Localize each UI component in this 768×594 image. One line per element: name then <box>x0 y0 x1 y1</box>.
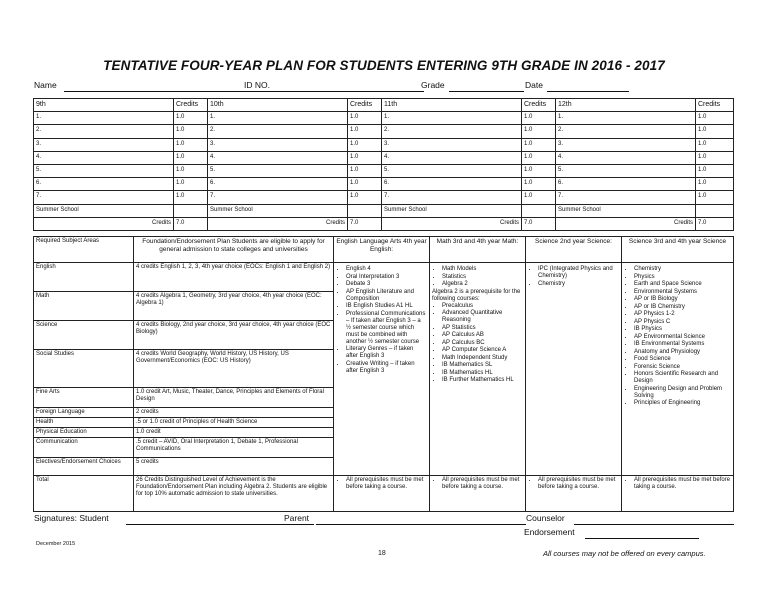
plan-requirement: 5 credits <box>134 458 334 476</box>
course-item: • IPC (Integrated Physics and Chemistry) <box>538 266 619 280</box>
subject-area: Electives/Endorsement Choices <box>34 458 134 476</box>
math-courses <box>430 263 526 476</box>
course-slot[interactable]: 5. <box>382 164 522 177</box>
prereq-note: • All prerequisites must be met before taking a course. <box>346 477 427 491</box>
course-item: • Math Independent Study <box>442 355 523 362</box>
course-item: • IB Further Mathematics HL <box>442 377 523 384</box>
credits-header: Credits <box>696 99 734 112</box>
credit-value: 1.0 <box>696 178 734 191</box>
credit-value: 1.0 <box>174 178 208 191</box>
course-item: • Literary Genres – if taken after English 3 <box>346 346 427 360</box>
plan-requirement: 26 Credits Distinguished Level of Achievement is the Foundation/Endorsement Plan including Algebra 2. Students are eligible for top 10% automatic admission to state universities. <box>134 476 334 512</box>
credit-value: 1.0 <box>348 164 382 177</box>
course-item: • Creative Writing – if taken after English 3 <box>346 361 427 375</box>
credit-value: 1.0 <box>522 164 556 177</box>
ela-header: English Language Arts 4th year English: <box>334 237 430 263</box>
summer-school-slot[interactable]: Summer School <box>382 204 522 217</box>
credit-value: 1.0 <box>174 125 208 138</box>
subject-area: Science <box>34 321 134 350</box>
course-slot[interactable]: 3. <box>208 138 348 151</box>
plan-course-row <box>34 164 734 177</box>
endorsement-field[interactable] <box>585 538 699 539</box>
course-slot[interactable]: 2. <box>34 125 174 138</box>
subject-area: Foreign Language <box>34 408 134 418</box>
science-2nd-courses <box>526 263 622 476</box>
credit-value: 1.0 <box>348 151 382 164</box>
course-item: • Principles of Engineering <box>634 400 731 407</box>
course-slot[interactable]: 3. <box>556 138 696 151</box>
course-item: • IB English Studies A1 HL <box>346 303 427 310</box>
credit-value: 1.0 <box>696 164 734 177</box>
course-slot[interactable]: 7. <box>34 191 174 204</box>
course-item: • AP Calculus BC <box>442 340 523 347</box>
course-item: • AP English Literature and Composition <box>346 289 427 303</box>
prereq-note: • All prerequisites must be met before taking a course. <box>442 477 523 491</box>
science-34-courses-list <box>624 266 731 407</box>
course-item: • IB Mathematics SL <box>442 362 523 369</box>
course-item: • AP Physics C <box>634 319 731 326</box>
credits-total-value: 7.0 <box>696 217 734 230</box>
science-2nd-header: Science 2nd year Science: <box>526 237 622 263</box>
course-slot[interactable]: 4. <box>208 151 348 164</box>
credit-value: 1.0 <box>348 138 382 151</box>
course-item: • IB Environmental Systems <box>634 341 731 348</box>
footer-date: December 2015 <box>36 541 76 547</box>
course-slot[interactable]: 6. <box>556 178 696 191</box>
course-slot[interactable]: 6. <box>34 178 174 191</box>
course-item: • Math Models <box>442 266 523 273</box>
course-item: • AP Physics 1-2 <box>634 311 731 318</box>
course-item: • Debate 3 <box>346 281 427 288</box>
credit-value: 1.0 <box>696 151 734 164</box>
parent-signature-field[interactable] <box>316 524 526 525</box>
prereq-note: • All prerequisites must be met before taking a course. <box>634 477 731 491</box>
course-item: • Advanced Quantitative Reasoning <box>442 310 523 324</box>
prereq-cell <box>622 476 734 512</box>
course-item: • Honors Scientific Research and Design <box>634 371 731 385</box>
footer-note: All courses may not be offered on every campus. <box>543 549 706 558</box>
course-item: • Forensic Science <box>634 364 731 371</box>
credit-value: 1.0 <box>522 138 556 151</box>
credit-value: 1.0 <box>174 164 208 177</box>
course-item: • AP Calculus AB <box>442 332 523 339</box>
credits-total-value: 7.0 <box>174 217 208 230</box>
credit-value: 1.0 <box>522 191 556 204</box>
course-item: • AP Statistics <box>442 325 523 332</box>
name-label: Name <box>34 80 57 90</box>
credit-value: 1.0 <box>348 125 382 138</box>
course-slot[interactable]: 2. <box>556 125 696 138</box>
summer-school-slot[interactable]: Summer School <box>556 204 696 217</box>
course-item: • AP Computer Science A <box>442 347 523 354</box>
prereq-list <box>336 477 427 491</box>
course-item: • AP or IB Biology <box>634 296 731 303</box>
plan-course-row <box>34 112 734 125</box>
credit-value: 1.0 <box>174 151 208 164</box>
plan-course-row <box>34 138 734 151</box>
math-courses-list-b <box>432 303 523 385</box>
subject-area: Physical Education <box>34 428 134 438</box>
course-item: • IB Physics <box>634 326 731 333</box>
summer-credit <box>174 204 208 217</box>
course-slot[interactable]: 6. <box>382 178 522 191</box>
requirement-row <box>34 476 734 512</box>
prereq-list <box>432 477 523 491</box>
plan-course-row <box>34 151 734 164</box>
course-item: • Chemistry <box>538 281 619 288</box>
course-slot[interactable]: 5. <box>556 164 696 177</box>
credits-header: Credits <box>522 99 556 112</box>
credits-header: Credits <box>348 99 382 112</box>
plan-requirement: 4 credits English 1, 2, 3, 4th year choice (EOCs: English 1 and English 2) <box>134 263 334 292</box>
credits-total-row <box>34 217 734 230</box>
plan-course-row <box>34 125 734 138</box>
required-subjects-header: Required Subject Areas <box>34 237 134 263</box>
science-34-courses <box>622 263 734 476</box>
credit-value: 1.0 <box>696 125 734 138</box>
grade-label: Grade <box>421 80 445 90</box>
course-slot[interactable]: 2. <box>382 125 522 138</box>
subject-area: Communication <box>34 438 134 458</box>
requirement-row <box>34 263 734 292</box>
math-header: Math 3rd and 4th year Math: <box>430 237 526 263</box>
credit-value: 1.0 <box>348 112 382 125</box>
credit-value: 1.0 <box>696 112 734 125</box>
course-item: • Oral Interpretation 3 <box>346 274 427 281</box>
course-item: • Chemistry <box>634 266 731 273</box>
course-item: • Engineering Design and Problem Solving <box>634 386 731 400</box>
course-item: • Anatomy and Physiology <box>634 349 731 356</box>
course-item: • Precalculus <box>442 303 523 310</box>
credit-value: 1.0 <box>522 178 556 191</box>
student-info-line <box>34 80 734 94</box>
student-signature-field[interactable] <box>126 524 314 525</box>
summer-school-slot[interactable]: Summer School <box>34 204 174 217</box>
plan-requirement: 1.0 credit <box>134 428 334 438</box>
summer-row <box>34 204 734 217</box>
credit-value: 1.0 <box>174 138 208 151</box>
credit-value: 1.0 <box>696 138 734 151</box>
name-field[interactable] <box>64 91 274 92</box>
subject-area: Health <box>34 418 134 428</box>
course-item: • Algebra 2 <box>442 281 523 288</box>
course-item: • Professional Communications – If taken after English 3 – a ½ semester course which must be combined with another ½ semester course <box>346 311 427 346</box>
year-header: 9th <box>34 99 174 112</box>
course-item: • Physics <box>634 274 731 281</box>
summer-school-slot[interactable]: Summer School <box>208 204 348 217</box>
course-slot[interactable]: 5. <box>208 164 348 177</box>
course-slot[interactable]: 5. <box>34 164 174 177</box>
credits-total-label: Credits <box>208 217 348 230</box>
credits-total-value: 7.0 <box>348 217 382 230</box>
course-slot[interactable]: 4. <box>382 151 522 164</box>
course-slot[interactable]: 4. <box>34 151 174 164</box>
plan-requirement: 1.0 credit Art, Music, Theater, Dance, Principles and Elements of Floral Design <box>134 388 334 408</box>
credit-value: 1.0 <box>522 151 556 164</box>
credit-value: 1.0 <box>522 112 556 125</box>
prereq-cell <box>526 476 622 512</box>
plan-header-row <box>34 99 734 112</box>
prereq-list <box>528 477 619 491</box>
year-header: 11th <box>382 99 522 112</box>
ela-courses-list <box>336 266 427 375</box>
credit-value: 1.0 <box>348 191 382 204</box>
plan-course-row <box>34 191 734 204</box>
prereq-cell <box>430 476 526 512</box>
course-item: • AP or IB Chemistry <box>634 304 731 311</box>
plan-course-row <box>34 178 734 191</box>
requirements-header-row <box>34 237 734 263</box>
year-header: 10th <box>208 99 348 112</box>
subject-area: English <box>34 263 134 292</box>
endorsement-label: Endorsement <box>524 527 575 537</box>
credit-value: 1.0 <box>174 191 208 204</box>
credits-total-value: 7.0 <box>522 217 556 230</box>
date-field[interactable] <box>547 91 629 92</box>
credits-total-label: Credits <box>382 217 522 230</box>
signature-line <box>34 513 734 527</box>
plan-requirement: 4 credits Algebra 1, Geometry, 3rd year choice, 4th year choice (EOC: Algebra 1) <box>134 292 334 321</box>
credits-total-label: Credits <box>34 217 174 230</box>
course-slot[interactable]: 7. <box>556 191 696 204</box>
subject-area: Total <box>34 476 134 512</box>
prereq-list <box>624 477 731 491</box>
course-slot[interactable]: 4. <box>556 151 696 164</box>
subject-area: Math <box>34 292 134 321</box>
science-34-header: Science 3rd and 4th year Science <box>622 237 734 263</box>
requirements-table <box>33 236 734 512</box>
course-item: • Food Science <box>634 356 731 363</box>
course-slot[interactable]: 3. <box>382 138 522 151</box>
subject-area: Social Studies <box>34 350 134 388</box>
course-item: • IB Mathematics HL <box>442 370 523 377</box>
year-header: 12th <box>556 99 696 112</box>
credits-header: Credits <box>174 99 208 112</box>
signature-student-label: Signatures: Student <box>34 513 109 523</box>
prereq-cell <box>334 476 430 512</box>
subject-area: Fine Arts <box>34 388 134 408</box>
plan-requirement: .5 credit – AVID, Oral Interpretation 1, Debate 1, Professional Communications <box>134 438 334 458</box>
credits-total-label: Credits <box>556 217 696 230</box>
page-title: TENTATIVE FOUR-YEAR PLAN FOR STUDENTS ENTERING 9TH GRADE IN 2016 - 2017 <box>103 58 665 73</box>
summer-credit <box>348 204 382 217</box>
plan-requirement: .5 or 1.0 credit of Principles of Health Science <box>134 418 334 428</box>
summer-credit <box>522 204 556 217</box>
course-item: • English 4 <box>346 266 427 273</box>
four-year-plan-grid <box>33 98 734 231</box>
ela-courses <box>334 263 430 476</box>
summer-credit <box>696 204 734 217</box>
plan-requirement: 4 credits World Geography, World History, US History, US Government/Economics (EOC: US History) <box>134 350 334 388</box>
course-slot[interactable]: 7. <box>382 191 522 204</box>
course-slot[interactable]: 1. <box>208 112 348 125</box>
course-slot[interactable]: 2. <box>208 125 348 138</box>
date-label: Date <box>525 80 543 90</box>
course-item: • Environmental Systems <box>634 289 731 296</box>
course-item: • AP Environmental Science <box>634 334 731 341</box>
math-prereq-note: Algebra 2 is a prerequisite for the following courses: <box>432 288 521 302</box>
credit-value: 1.0 <box>174 112 208 125</box>
page-number: 18 <box>378 550 386 557</box>
course-item: • Statistics <box>442 274 523 281</box>
course-slot[interactable]: 7. <box>208 191 348 204</box>
parent-label: Parent <box>284 513 310 523</box>
plan-requirement: 2 credits <box>134 408 334 418</box>
credit-value: 1.0 <box>348 178 382 191</box>
course-slot[interactable]: 3. <box>34 138 174 151</box>
course-slot[interactable]: 1. <box>556 112 696 125</box>
course-slot[interactable]: 1. <box>34 112 174 125</box>
prereq-note: • All prerequisites must be met before taking a course. <box>538 477 619 491</box>
credit-value: 1.0 <box>522 125 556 138</box>
math-courses-list <box>432 266 523 288</box>
plan-requirement: 4 credits Biology, 2nd year choice, 3rd year choice, 4th year choice (EOC Biology) <box>134 321 334 350</box>
grade-field[interactable] <box>449 91 524 92</box>
foundation-plan-header: Foundation/Endorsement Plan Students are eligible to apply for general admission to state colleges and universities <box>134 237 334 263</box>
id-label: ID NO. <box>244 80 270 90</box>
science-2nd-courses-list <box>528 266 619 288</box>
credit-value: 1.0 <box>696 191 734 204</box>
counselor-label: Counselor <box>526 513 565 523</box>
course-slot[interactable]: 6. <box>208 178 348 191</box>
id-field[interactable] <box>274 91 424 92</box>
counselor-signature-field[interactable] <box>574 524 734 525</box>
course-item: • Earth and Space Science <box>634 281 731 288</box>
course-slot[interactable]: 1. <box>382 112 522 125</box>
